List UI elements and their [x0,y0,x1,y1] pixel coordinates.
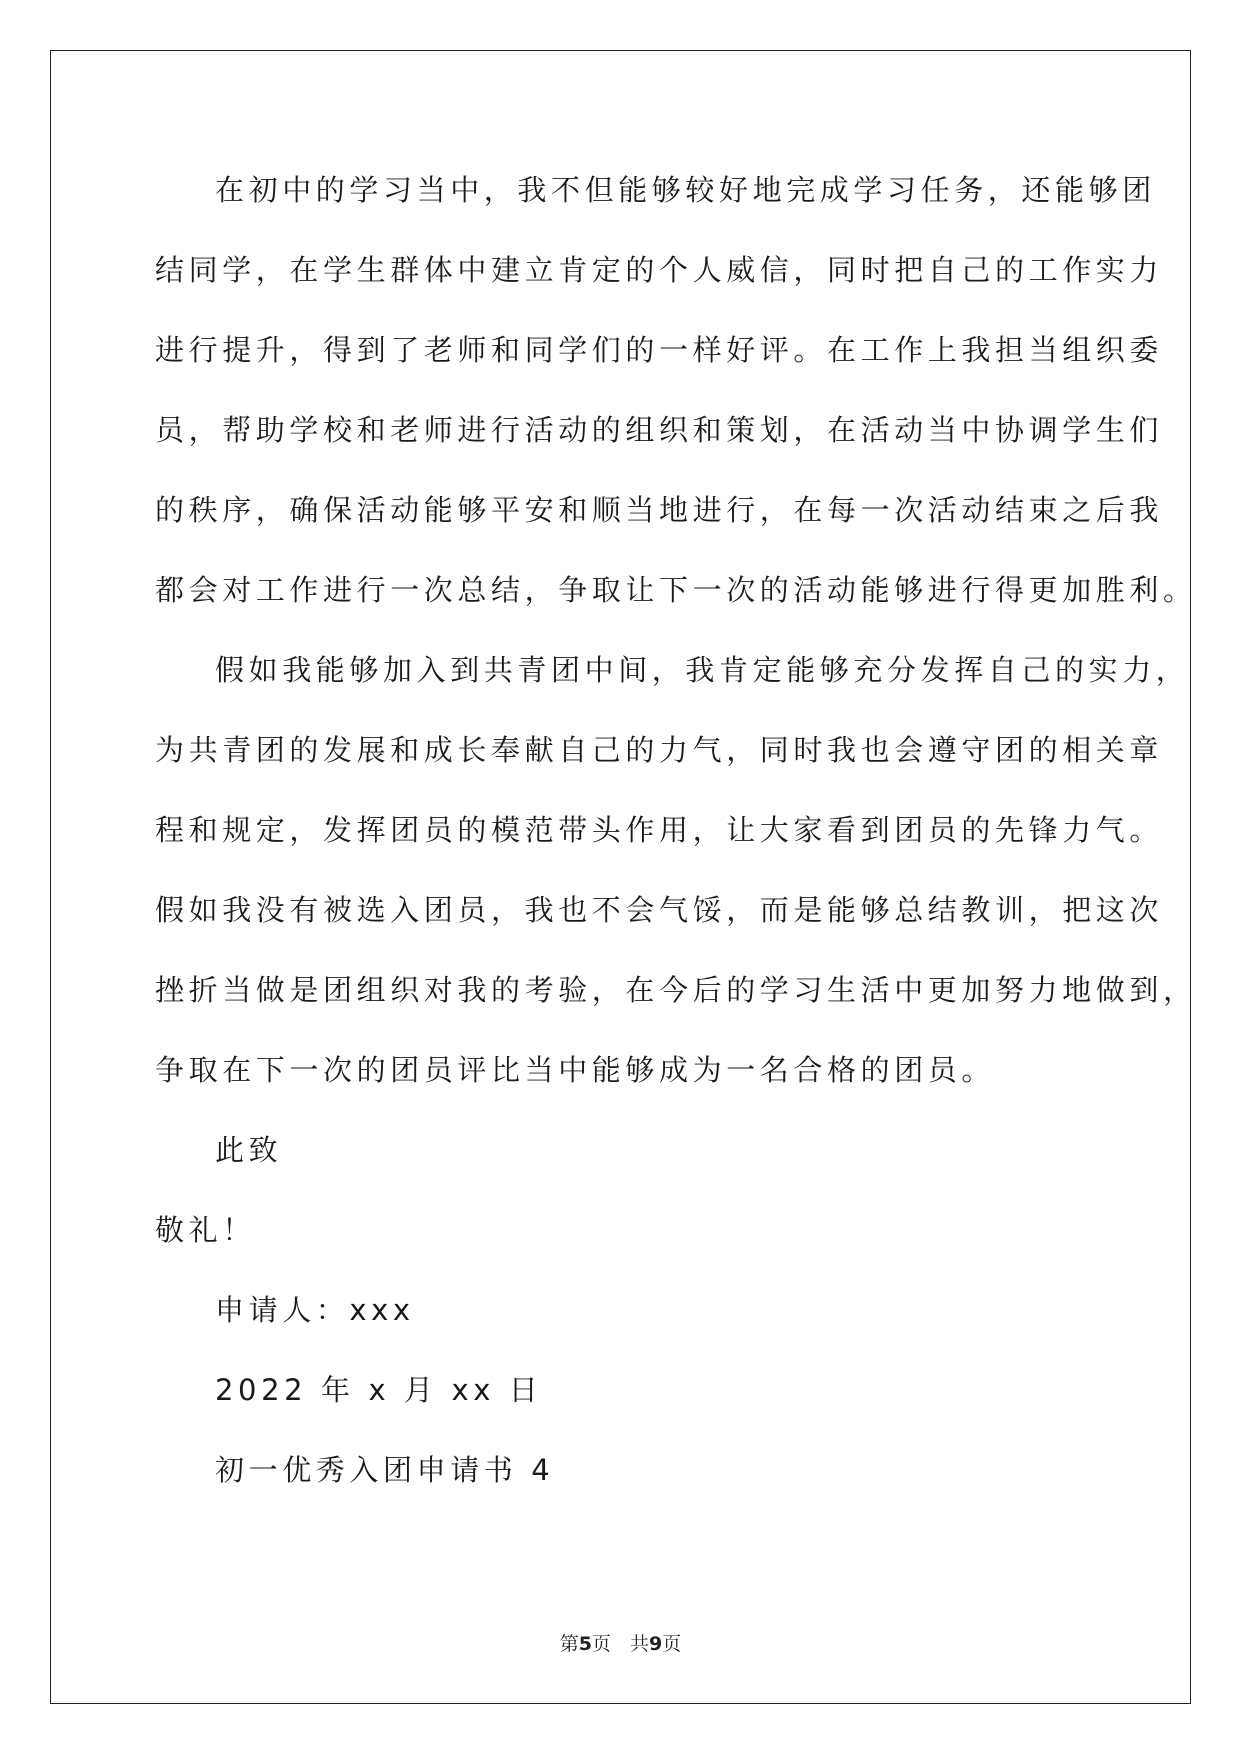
paragraph-line: 为共青团的发展和成长奉献自己的力气，同时我也会遵守团的相关章 [155,733,1164,767]
paragraph-line: 程和规定，发挥团员的模范带头作用，让大家看到团员的先锋力气。 [155,813,1164,847]
next-section-title: 初一优秀入团申请书 4 [215,1453,555,1487]
footer-prefix: 第 [559,1633,579,1655]
paragraph-line: 进行提升，得到了老师和同学们的一样好评。在工作上我担当组织委 [155,333,1164,367]
paragraph-line: 假如我没有被选入团员，我也不会气馁，而是能够总结教训，把这次 [155,893,1164,927]
paragraph-line: 的秩序，确保活动能够平安和顺当地进行，在每一次活动结束之后我 [155,493,1164,527]
application-date: 2022 年 x 月 xx 日 [215,1373,543,1407]
paragraph-line: 结同学，在学生群体中建立肯定的个人威信，同时把自己的工作实力 [155,253,1164,287]
applicant-name: 申请人：xxx [215,1293,415,1327]
closing-respect: 敬礼！ [155,1213,256,1247]
page-footer [0,1632,1241,1656]
closing-salutation: 此致 [215,1133,283,1167]
paragraph-line: 员，帮助学校和老师进行活动的组织和策划，在活动当中协调学生们 [155,413,1164,447]
paragraph-line: 在初中的学习当中，我不但能够较好地完成学习任务，还能够团 [215,173,1156,207]
paragraph-line: 都会对工作进行一次总结，争取让下一次的活动能够进行得更加胜利。 [155,573,1197,607]
paragraph-line: 挫折当做是团组织对我的考验，在今后的学习生活中更加努力地做到， [155,973,1197,1007]
paragraph-line: 争取在下一次的团员评比当中能够成为一名合格的团员。 [155,1053,996,1087]
footer-middle: 页 共 [591,1633,649,1655]
document-body [155,160,1197,1520]
footer-suffix: 页 [662,1633,682,1655]
current-page-number: 5 [578,1633,592,1655]
paragraph-line: 假如我能够加入到共青团中间，我肯定能够充分发挥自己的实力， [215,653,1190,687]
total-page-count: 9 [649,1633,663,1655]
